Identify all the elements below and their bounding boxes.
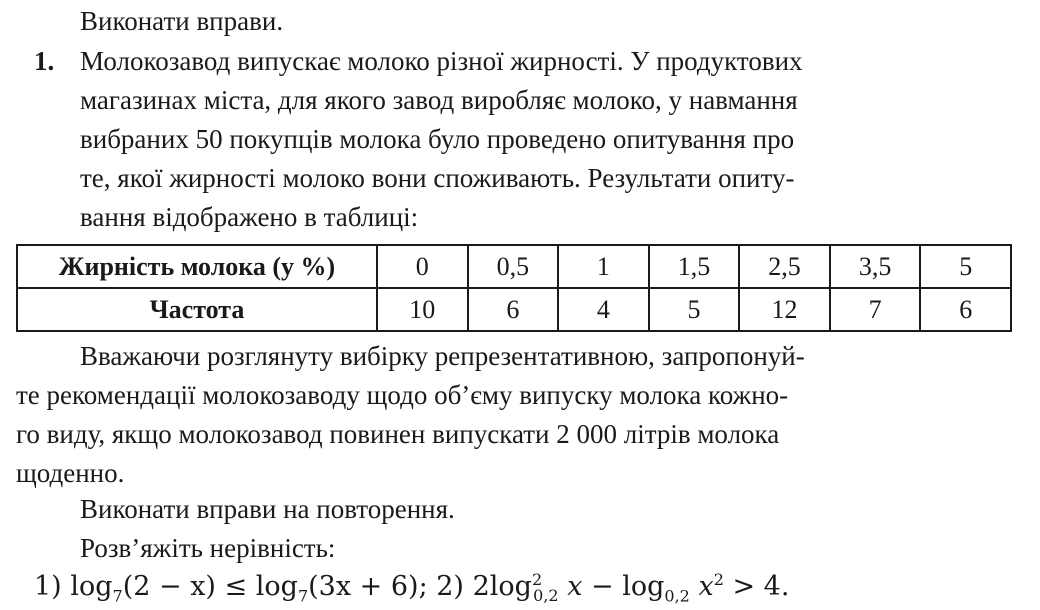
frequency-table [16, 244, 1012, 332]
table-cell: 3,5 [830, 245, 921, 288]
table-cell: 6 [920, 288, 1011, 331]
row-label-frequency: Частота [17, 288, 377, 331]
paragraph-line-3: го виду, якщо молокозавод повинен випускати 2 000 літрів молока [16, 419, 780, 449]
table-row-frequency [17, 288, 1011, 331]
x-power: 2 [713, 570, 724, 589]
var-x-1: x [567, 571, 583, 602]
row-label-fat: Жирність молока (у %) [17, 245, 377, 288]
log-4: log [622, 571, 665, 602]
exercise-line-3: вибраних 50 покупців молока було проведено опитування про [80, 124, 795, 154]
item-number-1: 1) [34, 571, 62, 602]
gt-sign: > 4. [723, 571, 790, 602]
log-power: 2 [531, 570, 543, 589]
table-cell: 0,5 [468, 245, 559, 288]
exercise-line-1: Молокозавод випускає молоко різної жирності. У продуктових [80, 46, 803, 76]
task-heading: Виконати вправи. [80, 6, 284, 36]
log-base-4: 0,2 [664, 586, 690, 606]
le-sign: ≤ [215, 571, 256, 602]
coefficient: 2 [472, 571, 490, 602]
table-cell: 5 [920, 245, 1011, 288]
table-cell: 2,5 [739, 245, 830, 288]
table-cell: 7 [830, 288, 921, 331]
log-base-3: 0,2 [533, 586, 559, 606]
table-row-fat [17, 245, 1011, 288]
table-cell: 12 [739, 288, 830, 331]
table-cell: 1,5 [649, 245, 740, 288]
table-cell: 10 [377, 288, 468, 331]
paragraph-line-4: щоденно. [16, 458, 125, 488]
paragraph-line-1: Вважаючи розглянуту вибірку репрезентативною, запропонуй- [80, 341, 805, 371]
lhs-arg: (2 − x) [122, 571, 216, 602]
paragraph-line-2: те рекомендації молокозаводу щодо об’єму випуску молока кожно- [16, 380, 789, 410]
rhs-arg: (3x + 6) [308, 571, 419, 602]
exercise-line-5: вання відображено в таблиці: [80, 202, 419, 232]
var-x-2: x [698, 571, 714, 602]
table-cell: 1 [558, 245, 649, 288]
exercise-number: 1. [34, 46, 55, 76]
solve-heading: Розв’яжіть нерівність: [80, 533, 336, 563]
log-base-1: 7 [112, 586, 123, 606]
exercise-line-4: те, якої жирності молоко вони споживають. Результати опиту- [80, 163, 795, 193]
table-cell: 0 [377, 245, 468, 288]
table-cell: 4 [558, 288, 649, 331]
separator: ; 2) [418, 571, 464, 602]
log-2: log [255, 571, 298, 602]
minus-sign: − [582, 571, 623, 602]
exercise-line-2: магазинах міста, для якого завод виробляє молоко, у навмання [80, 85, 798, 115]
log-3: log [489, 571, 532, 602]
log-1: log [70, 571, 113, 602]
table-cell: 5 [649, 288, 740, 331]
table-cell: 6 [468, 288, 559, 331]
inequalities [34, 570, 790, 606]
log-base-2: 7 [297, 586, 309, 606]
review-heading: Виконати вправи на повторення. [80, 494, 455, 524]
